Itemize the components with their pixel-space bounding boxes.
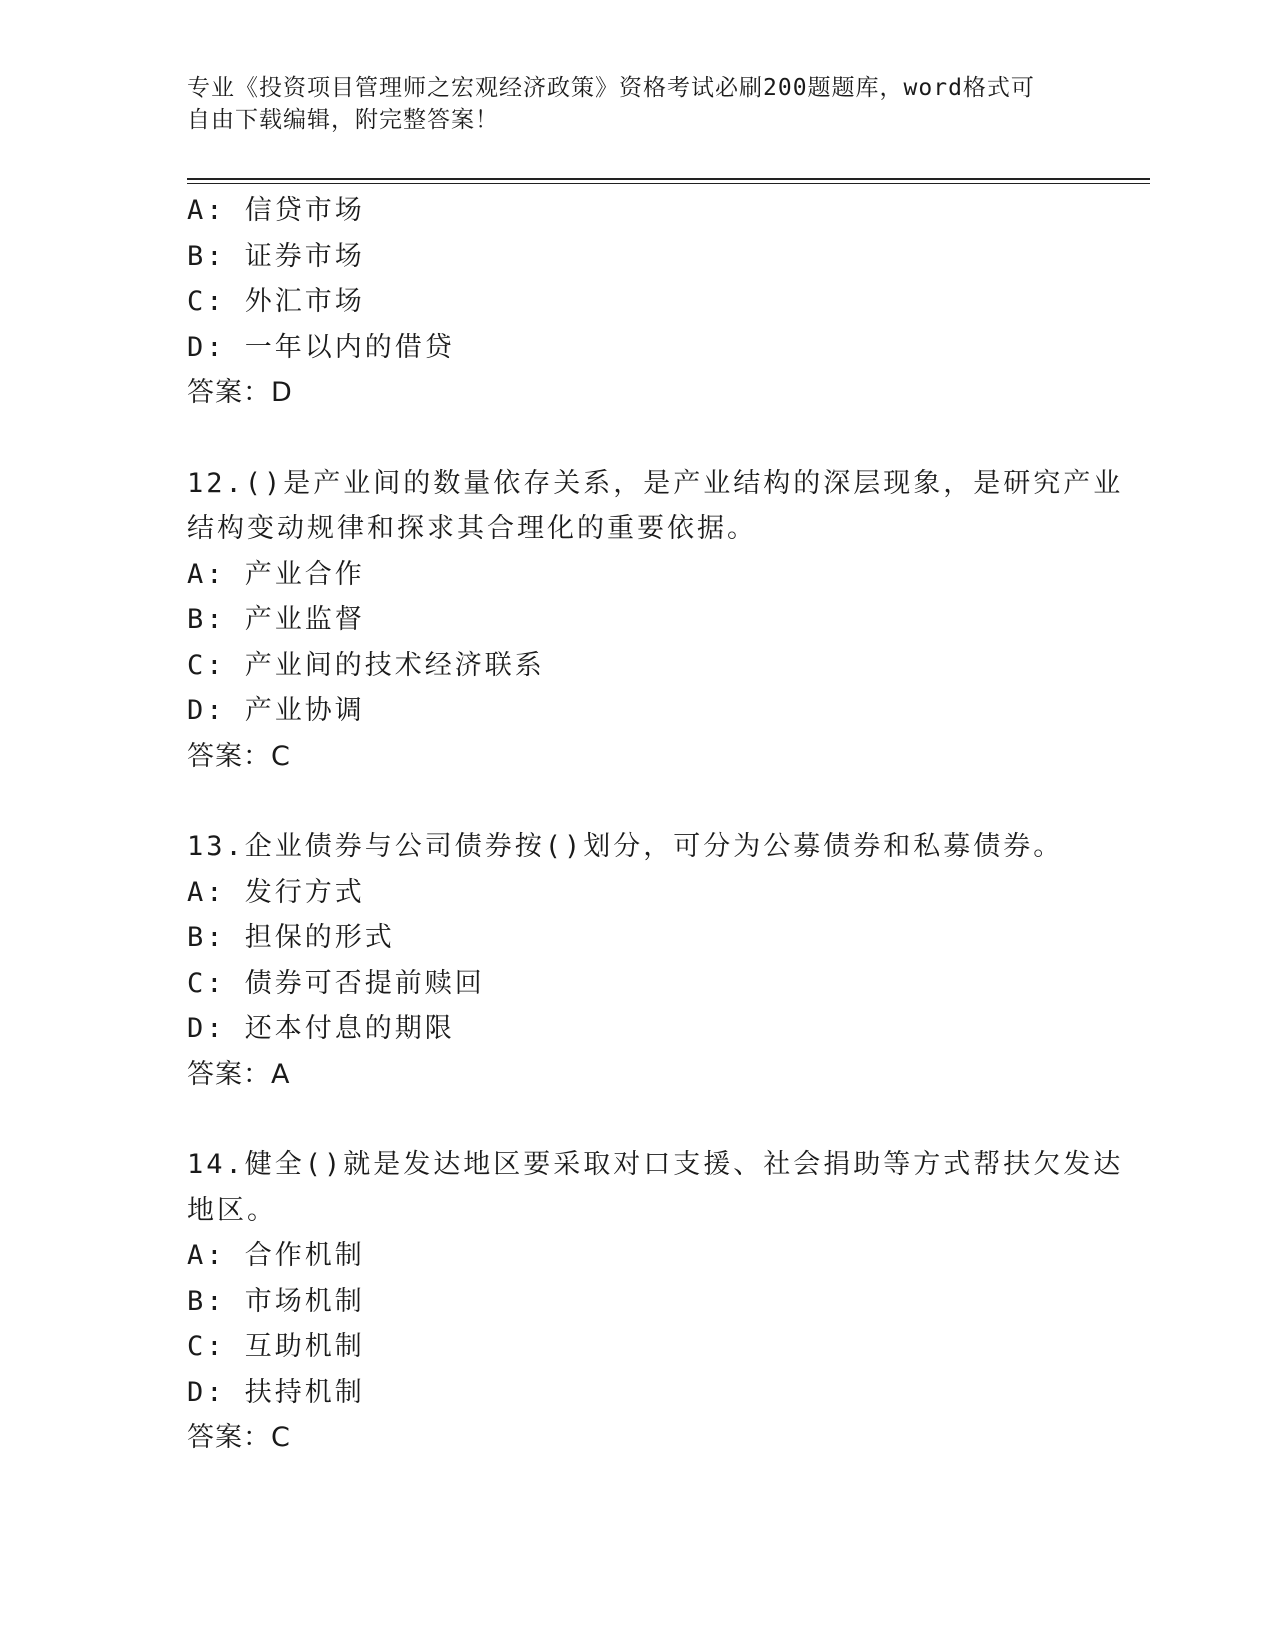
- question-stem: 13.企业债券与公司债券按()划分，可分为公募债券和私募债券。: [187, 831, 1064, 862]
- answer: 答案：D: [187, 377, 293, 408]
- question-list: [187, 188, 1124, 1461]
- spacer: [187, 779, 1087, 824]
- option-d: D: 还本付息的期限: [187, 1013, 455, 1044]
- option-b: B: 证券市场: [187, 240, 365, 272]
- option-c: C: 外汇市场: [187, 286, 365, 317]
- question-stem: 结构变动规律和探求其合理化的重要依据。: [187, 513, 757, 544]
- spacer: [187, 1097, 1087, 1142]
- option-b: B: 担保的形式: [187, 922, 395, 953]
- question-14: [187, 1142, 1124, 1461]
- question-stem: 地区。: [187, 1194, 277, 1226]
- question-stem: 14.健全()就是发达地区要采取对口支援、社会捐助等方式帮扶欠发达: [187, 1149, 1124, 1180]
- spacer: [187, 416, 1087, 461]
- option-a: A: 发行方式: [187, 876, 365, 908]
- option-a: A: 产业合作: [187, 558, 365, 590]
- option-a: A: 合作机制: [187, 1240, 365, 1271]
- option-b: B: 市场机制: [187, 1285, 365, 1317]
- question-11-options: [187, 188, 1087, 416]
- option-c: C: 债券可否提前赎回: [187, 967, 485, 999]
- answer: 答案：A: [187, 1058, 291, 1090]
- header-line-2: 自由下载编辑，附完整答案！: [187, 107, 499, 133]
- option-d: D: 扶持机制: [187, 1376, 365, 1408]
- header-divider: [187, 178, 1150, 184]
- answer: 答案：C: [187, 1422, 291, 1453]
- document-header: [187, 72, 1067, 136]
- option-b: B: 产业监督: [187, 604, 365, 635]
- answer: 答案：C: [187, 740, 291, 772]
- option-d: D: 产业协调: [187, 695, 365, 726]
- question-12: [187, 461, 1124, 780]
- option-a: A: 信贷市场: [187, 195, 365, 226]
- option-c: C: 互助机制: [187, 1331, 365, 1362]
- option-d: D: 一年以内的借贷: [187, 331, 455, 363]
- question-stem: 12.()是产业间的数量依存关系，是产业结构的深层现象，是研究产业: [187, 467, 1124, 499]
- option-c: C: 产业间的技术经济联系: [187, 649, 545, 681]
- header-line-1: 专业《投资项目管理师之宏观经济政策》资格考试必刷200题题库，word格式可: [187, 75, 1035, 101]
- question-13: [187, 824, 1087, 1097]
